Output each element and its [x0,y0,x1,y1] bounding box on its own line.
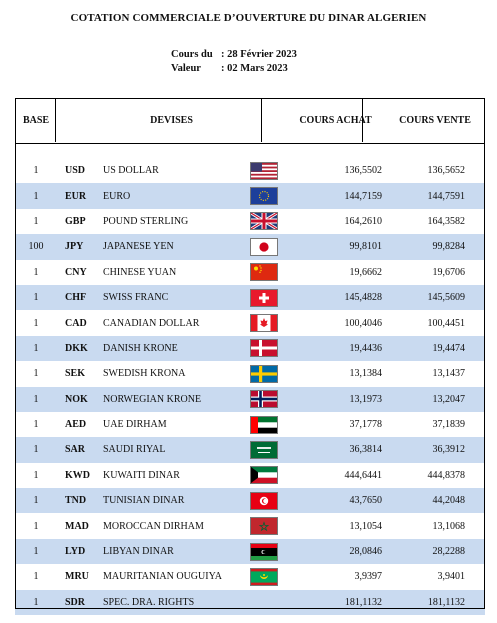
cours-vente: 164,3582 [427,215,465,227]
flag-cell [242,488,286,513]
tunisia-flag-icon [250,492,278,510]
base-cell: 1 [15,183,57,208]
cours-vente: 13,2047 [385,387,485,412]
norway-flag-icon [250,390,278,408]
currency-code: TND [57,488,103,513]
cours-vente: 13,1068 [432,520,465,532]
flag-cell [242,234,286,259]
currency-name: SWEDISH KRONA [103,368,186,380]
currency-name: JAPANESE YEN [103,234,242,259]
flag-cell [242,412,286,437]
flag-cell [242,361,286,386]
currency-code: MAD [65,520,89,532]
cours-vente: 19,6706 [432,266,465,278]
header-divider [55,98,56,142]
base-cell: 1 [33,419,39,431]
cours-achat: 36,3814 [286,437,385,462]
currency-name: CANADIAN DOLLAR [103,317,200,329]
table-row [15,361,485,386]
cours-achat: 3,9397 [354,571,382,583]
flag-cell [242,158,286,183]
currency-name: EURO [103,183,242,208]
header-achat: COURS ACHAT [286,98,385,144]
base-cell: 1 [33,469,39,481]
base-cell: 1 [33,520,39,532]
currency-name: MOROCCAN DIRHAM [103,520,204,532]
table-row [15,260,485,285]
document-title: COTATION COMMERCIALE D’OUVERTURE DU DINAR ALGERIEN [70,12,427,24]
table-row [15,310,485,335]
table-row [15,183,485,208]
currency-code: DKK [57,336,103,361]
switzerland-flag-icon [250,289,278,307]
header-divider [362,98,363,142]
base-cell: 1 [15,590,57,615]
base-cell: 1 [33,571,39,583]
header-row [15,98,485,144]
currency-name: MAURITANIAN OUGUIYA [103,571,222,583]
base-cell: 1 [15,539,57,564]
currency-name: KUWAITI DINAR [103,469,180,481]
base-cell: 1 [33,215,39,227]
cours-vente: 136,5652 [427,165,465,177]
base-cell: 1 [15,336,57,361]
base-cell: 1 [33,165,39,177]
base-cell: 100 [15,234,57,259]
base-cell: 1 [15,437,57,462]
canada-flag-icon [250,314,278,332]
cours-achat: 181,1132 [286,590,385,615]
currency-name: POUND STERLING [103,215,189,227]
table-row [15,209,485,234]
cours-vente: 19,4474 [385,336,485,361]
currency-code: CAD [65,317,87,329]
currency-name: NORWEGIAN KRONE [103,387,242,412]
cours-vente: 444,8378 [427,469,465,481]
currency-code: CNY [65,266,87,278]
cours-vente: 99,8284 [385,234,485,259]
currency-name: LIBYAN DINAR [103,539,242,564]
cours-achat: 13,1384 [349,368,382,380]
cours-achat: 13,1054 [349,520,382,532]
china-flag-icon [250,263,278,281]
base-cell: 1 [33,368,39,380]
libya-flag-icon [250,543,278,561]
table-row [15,539,485,564]
flag-cell [242,310,286,335]
currency-code: EUR [57,183,103,208]
currency-name: UAE DIRHAM [103,419,167,431]
currency-code: GBP [65,215,86,227]
uk-flag-icon [250,212,278,230]
base-cell: 1 [15,285,57,310]
mauritania-flag-icon [250,568,278,586]
currency-name: CHINESE YUAN [103,266,177,278]
cours-vente: 100,4451 [427,317,465,329]
japan-flag-icon [250,238,278,256]
flag-cell [242,285,286,310]
currency-code: SEK [65,368,86,380]
sweden-flag-icon [250,365,278,383]
cours-achat: 28,0846 [286,539,385,564]
header-divider [261,98,262,142]
table-row [15,158,485,183]
base-cell: 1 [33,266,39,278]
cours-date: : 28 Février 2023 [221,49,297,60]
dates-block [171,48,297,76]
cours-label: Cours du [171,49,213,60]
table-row [15,513,485,538]
table-row [15,564,485,589]
flag-cell [242,437,286,462]
cours-achat: 99,8101 [286,234,385,259]
flag-cell [242,209,286,234]
table-row [15,463,485,488]
cours-vente: 3,9401 [437,571,465,583]
table-row [15,437,485,462]
table-row [15,488,485,513]
cours-vente: 13,1437 [432,368,465,380]
cours-achat: 444,6441 [344,469,382,481]
currency-code: SAR [57,437,103,462]
header-base: BASE [15,98,57,144]
flag-cell [242,539,286,564]
table-row [15,234,485,259]
flag-cell [242,564,286,589]
table-row [15,285,485,310]
valeur-label: Valeur [171,63,201,74]
currency-name: SWISS FRANC [103,285,242,310]
cours-vente: 181,1132 [385,590,485,615]
cours-achat: 145,4828 [286,285,385,310]
cours-vente: 44,2048 [385,488,485,513]
cours-achat: 13,1973 [286,387,385,412]
cours-achat: 136,5502 [344,165,382,177]
cours-achat: 164,2610 [344,215,382,227]
table-row [15,387,485,412]
base-cell: 1 [33,317,39,329]
currency-name: US DOLLAR [103,165,159,177]
us-flag-icon [250,162,278,180]
currency-code: NOK [57,387,103,412]
flag-cell [242,260,286,285]
currency-code: KWD [65,469,90,481]
header-devises: DEVISES [57,98,286,144]
currency-code: MRU [65,571,89,583]
cours-vente: 36,3912 [385,437,485,462]
cours-achat: 37,1778 [349,419,382,431]
flag-cell [242,513,286,538]
currency-code: CHF [57,285,103,310]
base-cell: 1 [15,488,57,513]
eu-flag-icon [250,187,278,205]
cours-achat: 144,7159 [286,183,385,208]
currency-name: SPEC. DRA. RIGHTS [103,590,242,615]
table-row [15,412,485,437]
rates-table [15,98,485,615]
flag-cell [242,590,286,615]
morocco-flag-icon [250,517,278,535]
cours-achat: 19,4436 [286,336,385,361]
saudi-flag-icon [250,441,278,459]
denmark-flag-icon [250,339,278,357]
flag-cell [242,387,286,412]
currency-code: LYD [57,539,103,564]
currency-code: SDR [57,590,103,615]
currency-name: DANISH KRONE [103,336,242,361]
currency-code: USD [65,165,86,177]
cours-vente: 144,7591 [385,183,485,208]
currency-code: AED [65,419,87,431]
cours-vente: 28,2288 [385,539,485,564]
currency-name: TUNISIAN DINAR [103,488,242,513]
flag-cell [242,336,286,361]
base-cell: 1 [15,387,57,412]
cours-vente: 37,1839 [432,419,465,431]
header-vente: COURS VENTE [385,98,485,144]
cours-vente: 145,5609 [385,285,485,310]
valeur-date: : 02 Mars 2023 [221,63,288,74]
cours-achat: 19,6662 [349,266,382,278]
table-row [15,590,485,615]
flag-cell [242,463,286,488]
currency-code: JPY [57,234,103,259]
table-row [15,336,485,361]
cours-achat: 43,7650 [286,488,385,513]
flag-cell [242,183,286,208]
uae-flag-icon [250,416,278,434]
currency-name: SAUDI RIYAL [103,437,242,462]
cours-achat: 100,4046 [344,317,382,329]
kuwait-flag-icon [250,466,278,484]
